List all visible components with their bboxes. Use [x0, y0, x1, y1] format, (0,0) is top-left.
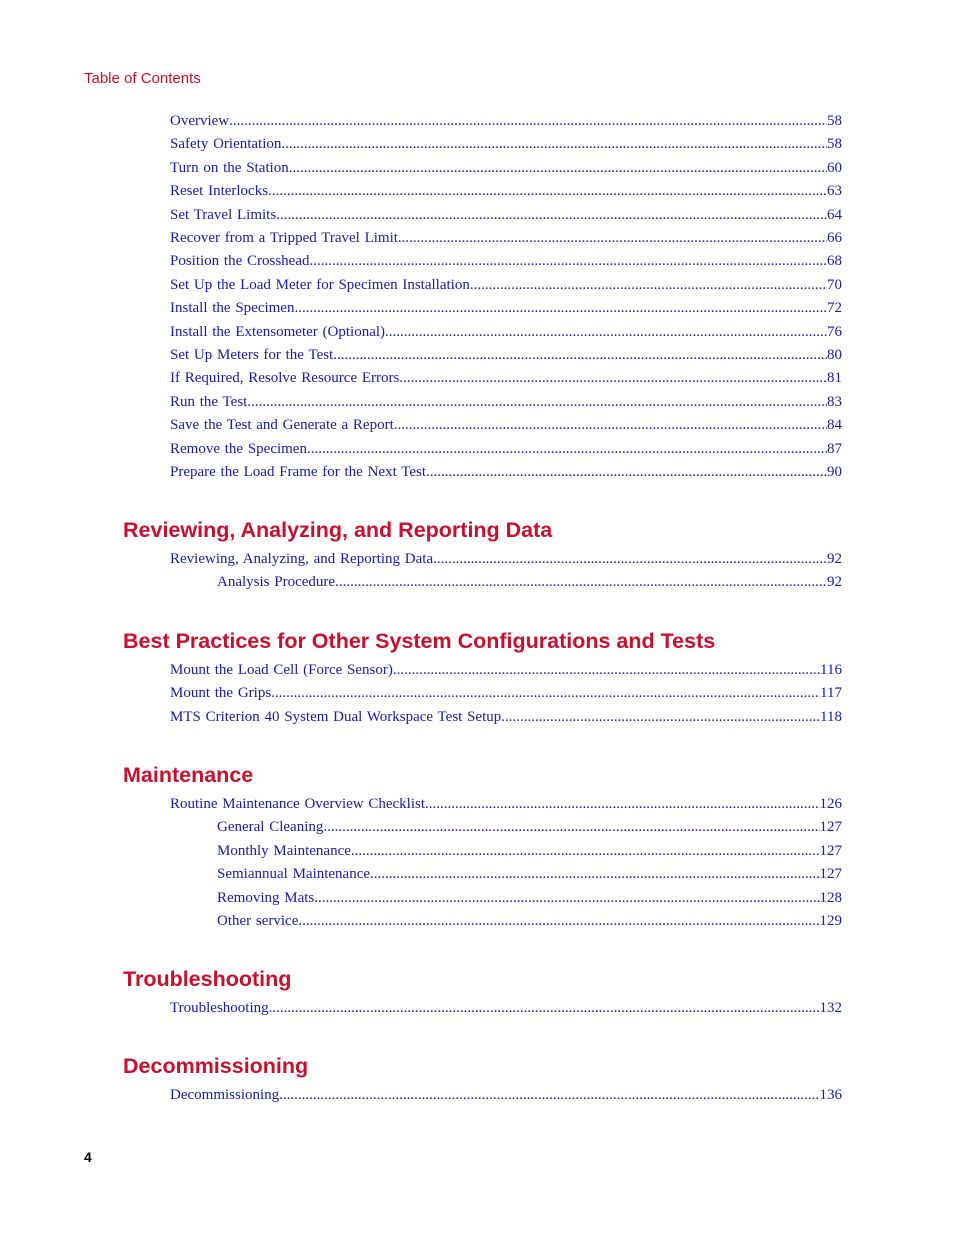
toc-entry[interactable] — [170, 300, 842, 320]
toc-entry[interactable] — [170, 796, 842, 816]
toc-entry-title: If Required, Resolve Resource Errors — [170, 370, 400, 387]
toc-entry-title: Set Up Meters for the Test — [170, 347, 334, 363]
toc-entry-title: Safety Orientation — [170, 136, 282, 153]
running-header: Table of Contents — [84, 70, 201, 87]
toc-entry[interactable] — [170, 136, 842, 156]
dot-leader — [271, 685, 820, 702]
toc-entry-title: Save the Test and Generate a Report — [170, 417, 394, 434]
toc-entry-title: Analysis Procedure — [217, 574, 336, 591]
toc-entry-title: Decommissioning — [170, 1087, 280, 1103]
toc-entry-page: 129 — [819, 913, 842, 929]
toc-entry-title: Mount the Grips — [170, 685, 272, 702]
toc-entry[interactable] — [217, 890, 842, 910]
toc-entry-page: 127 — [819, 819, 842, 836]
dot-leader — [351, 843, 820, 860]
toc-entry-page: 87 — [827, 440, 842, 457]
toc-entry[interactable] — [170, 685, 842, 705]
toc-entry-title: Prepare the Load Frame for the Next Test — [170, 464, 427, 480]
dot-leader — [269, 1000, 820, 1017]
toc-entry-title: Removing Mats — [217, 889, 315, 906]
dot-leader — [279, 1087, 819, 1104]
toc-entry[interactable] — [170, 113, 842, 133]
toc-entry-page: 70 — [827, 276, 842, 293]
toc-entry-page: 117 — [820, 685, 842, 702]
toc-entry-page: 127 — [819, 842, 842, 859]
dot-leader — [289, 160, 827, 177]
toc-entry[interactable] — [170, 324, 842, 344]
toc-entry[interactable] — [170, 347, 842, 367]
toc-entry-page: 92 — [827, 574, 842, 591]
dot-leader — [268, 183, 827, 200]
toc-entry[interactable] — [170, 441, 842, 461]
toc-entry-page: 128 — [819, 889, 842, 906]
toc-entry-page: 72 — [827, 300, 842, 317]
toc-entry-title: General Cleaning — [217, 819, 324, 836]
toc-entry[interactable] — [170, 417, 842, 437]
dot-leader — [281, 136, 827, 153]
toc-entry-title: Reviewing, Analyzing, and Reporting Data — [170, 551, 434, 567]
toc-entry-title: Run the Test — [170, 393, 248, 410]
toc-entry[interactable] — [170, 464, 842, 484]
toc-entry-title: Recover from a Tripped Travel Limit — [170, 230, 398, 246]
toc-entry[interactable] — [170, 207, 842, 227]
toc-entry-title: Routine Maintenance Overview Checklist — [170, 796, 426, 812]
toc-entry-title: Install the Specimen — [170, 300, 295, 317]
toc-entry[interactable] — [217, 574, 842, 594]
toc-entry-title: Reset Interlocks — [170, 183, 269, 200]
toc-entry[interactable] — [170, 183, 842, 203]
dot-leader — [294, 300, 827, 317]
dot-leader — [298, 913, 819, 930]
toc-entry-title: Semiannual Maintenance — [217, 866, 371, 883]
toc-entry-page: 83 — [827, 393, 842, 410]
toc-entry-page: 116 — [820, 662, 842, 678]
dot-leader — [426, 464, 827, 481]
toc-entry[interactable] — [170, 709, 842, 729]
dot-leader — [247, 394, 827, 411]
toc-entry-page: 136 — [819, 1087, 842, 1103]
toc-entry[interactable] — [170, 394, 842, 414]
toc-entry-page: 76 — [827, 323, 842, 340]
toc-entry-page: 63 — [827, 183, 842, 200]
toc-entry-title: Turn on the Station — [170, 159, 289, 176]
toc-entry-page: 81 — [827, 370, 842, 387]
toc-entry[interactable] — [217, 913, 842, 933]
dot-leader — [385, 324, 827, 341]
dot-leader — [433, 551, 827, 568]
dot-leader — [470, 277, 827, 294]
dot-leader — [335, 574, 827, 591]
toc-entry[interactable] — [170, 1000, 842, 1020]
toc-entry-page: 66 — [827, 230, 842, 246]
toc-entry-title: Position the Crosshead — [170, 253, 310, 270]
page-number: 4 — [84, 1149, 92, 1165]
toc-entry-page: 64 — [827, 206, 842, 223]
toc-entry-page: 126 — [819, 796, 842, 812]
toc-entry[interactable] — [170, 230, 842, 250]
toc-entry-title: MTS Criterion 40 System Dual Workspace Test Setup — [170, 708, 502, 725]
dot-leader — [323, 819, 819, 836]
toc-entry-page: 118 — [820, 708, 842, 725]
toc-entry-page: 68 — [827, 253, 842, 270]
toc-entry-title: Remove the Specimen — [170, 440, 307, 457]
toc-entry-page: 60 — [827, 159, 842, 176]
dot-leader — [425, 796, 819, 813]
toc-entry[interactable] — [217, 843, 842, 863]
toc-entry[interactable] — [170, 253, 842, 273]
toc-entry-page: 80 — [827, 347, 842, 363]
toc-entry-page: 127 — [819, 866, 842, 883]
toc-entry-page: 132 — [819, 1000, 842, 1016]
toc-entry[interactable] — [170, 370, 842, 390]
dot-leader — [398, 230, 827, 247]
section-heading: Reviewing, Analyzing, and Reporting Data — [123, 518, 553, 542]
toc-entry-page: 92 — [827, 551, 842, 567]
toc-entry[interactable] — [170, 662, 842, 682]
toc-entry-title: Install the Extensometer (Optional) — [170, 323, 386, 340]
toc-entry-page: 84 — [827, 417, 842, 434]
dot-leader — [501, 709, 820, 726]
toc-entry-title: Set Travel Limits — [170, 206, 277, 223]
dot-leader — [333, 347, 827, 364]
toc-entry-title: Set Up the Load Meter for Specimen Installation — [170, 276, 470, 293]
toc-entry[interactable] — [170, 1087, 842, 1107]
toc-entry-title: Troubleshooting — [170, 1000, 269, 1016]
section-heading: Maintenance — [123, 763, 254, 787]
toc-entry[interactable] — [170, 551, 842, 571]
toc-entry[interactable] — [217, 866, 842, 886]
toc-entry-title: Overview — [170, 113, 230, 129]
dot-leader — [229, 113, 827, 130]
dot-leader — [394, 417, 827, 434]
dot-leader — [393, 662, 820, 679]
section-heading: Decommissioning — [123, 1054, 309, 1078]
toc-entry[interactable] — [170, 277, 842, 297]
dot-leader — [276, 207, 827, 224]
dot-leader — [310, 253, 828, 270]
toc-entry-title: Monthly Maintenance — [217, 842, 351, 859]
section-heading: Troubleshooting — [123, 967, 292, 991]
toc-entry-page: 58 — [827, 113, 842, 129]
dot-leader — [370, 866, 819, 883]
toc-entry-page: 58 — [827, 136, 842, 153]
toc-entry-title: Other service — [217, 913, 299, 929]
section-heading: Best Practices for Other System Configurations and Tests — [123, 629, 716, 653]
dot-leader — [399, 370, 827, 387]
toc-entry-title: Mount the Load Cell (Force Sensor) — [170, 662, 393, 678]
dot-leader — [314, 890, 819, 907]
toc-entry[interactable] — [217, 819, 842, 839]
toc-entry[interactable] — [170, 160, 842, 180]
toc-entry-page: 90 — [827, 464, 842, 480]
dot-leader — [307, 441, 827, 458]
